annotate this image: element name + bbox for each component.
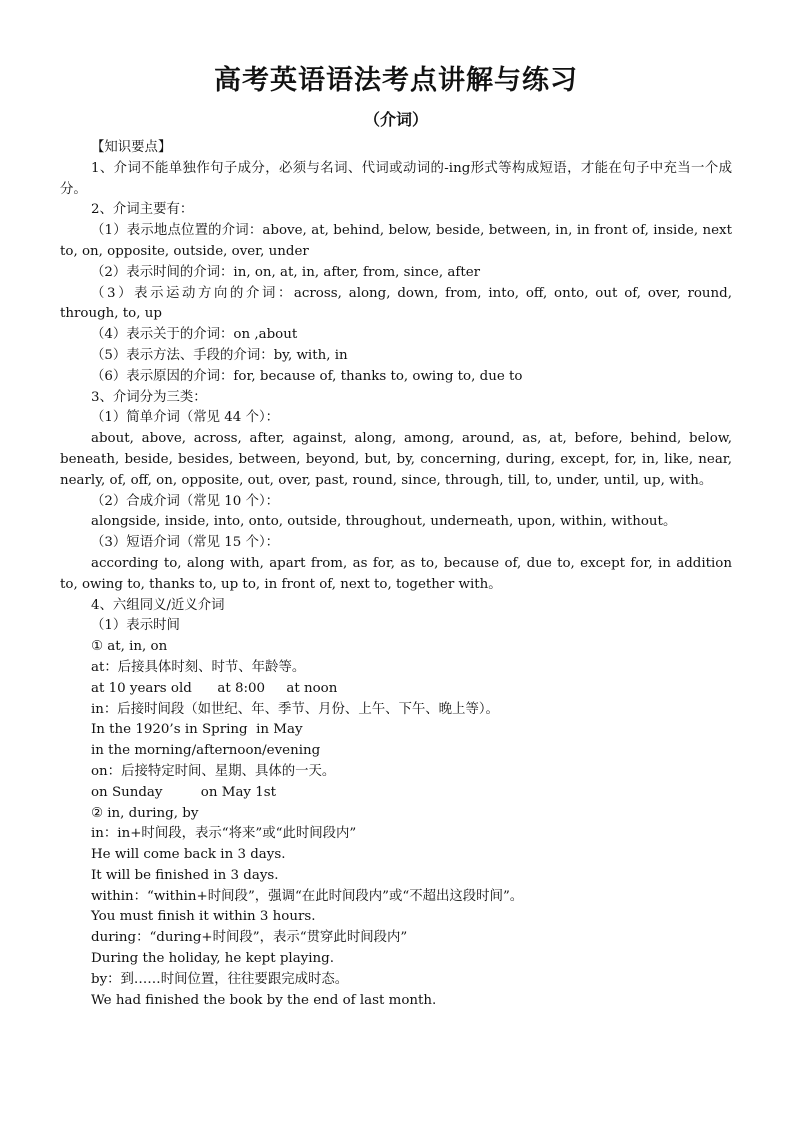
paragraph-2: 2、介词主要有： [91, 202, 194, 218]
example-line: during：“during+时间段”，表示“贯穿此时间段内” [91, 930, 408, 946]
section-heading: 【知识要点】 [91, 140, 172, 155]
paragraph-2-2: （2）表示时间的介词：in, on, at, in, after, from, since, after [91, 264, 481, 280]
paragraph-3-1-body: about, above, across, after, against, along, among, around, as, at, before, behind, below, beneath, beside, besides, between, beyond, but, by, concerning, during, except, for, in, like, near, nearly, of, off, on, opposite, out, over, past, round, since, through, till, to, under, until, up, with。 [60, 431, 732, 488]
example-line: in：后接时间段（如世纪、年、季节、月份、上午、下午、晚上等）。 [91, 701, 499, 717]
example-line: on Sunday on May 1st [91, 784, 277, 800]
example-line: within：“within+时间段”，强调“在此时间段内”或“不超出这段时间”。 [91, 888, 524, 904]
example-line: During the holiday, he kept playing. [91, 951, 334, 967]
example-line: on：后接特定时间、星期、具体的一天。 [91, 763, 336, 779]
example-line: at：后接具体时刻、时节、年龄等。 [91, 659, 306, 675]
paragraph-3: 3、介词分为三类： [91, 389, 207, 405]
paragraph-3-2-body: alongside, inside, into, onto, outside, throughout, underneath, upon, within, without。 [91, 514, 677, 530]
paragraph-3-3-body: according to, along with, apart from, as for, as to, because of, due to, except for, in addition to, owing to, thanks to, up to, in front of, next to, together with。 [60, 555, 732, 592]
paragraph-3-3-heading: （3）短语介词（常见 15 个）： [91, 535, 280, 551]
example-line: You must finish it within 3 hours. [91, 909, 316, 925]
document-body [60, 138, 732, 1011]
paragraph-4: 4、六组同义/近义介词 [91, 597, 225, 613]
paragraph-2-1: （1）表示地点位置的介词：above, at, behind, below, beside, between, in, in front of, inside, next to, on, opposite, outside, over, under [60, 223, 732, 259]
page-title: 高考英语语法考点讲解与练习 [214, 65, 578, 96]
example-line: in the morning/afternoon/evening [91, 743, 321, 759]
paragraph-3-2-heading: （2）合成介词（常见 10 个）： [91, 493, 280, 509]
example-line: ① at, in, on [91, 639, 168, 655]
example-line: We had finished the book by the end of last month. [91, 992, 437, 1008]
example-line: by：到……时间位置，往往要跟完成时态。 [91, 971, 349, 987]
example-line: at 10 years old at 8:00 at noon [91, 680, 338, 696]
paragraph-3-1-heading: （1）简单介词（常见 44 个）： [91, 410, 280, 426]
page-subtitle: （介词） [363, 110, 428, 129]
paragraph-2-6: （6）表示原因的介词：for, because of, thanks to, owing to, due to [91, 368, 523, 384]
paragraph-4-1: （1）表示时间 [91, 618, 180, 634]
paragraph-2-5: （5）表示方法、手段的介词：by, with, in [91, 347, 348, 363]
example-line: in：in+时间段，表示“将来”或“此时间段内” [91, 826, 357, 842]
paragraph-1: 1、介词不能单独作句子成分，必须与名词、代词或动词的-ing形式等构成短语，才能在句子中充当一个成分。 [60, 160, 732, 197]
paragraph-2-3: （3）表示运动方向的介词：across, along, down, from, into, off, onto, out of, over, round, through, to, up [60, 285, 732, 322]
example-line: In the 1920’s in Spring in May [91, 722, 303, 738]
example-line: He will come back in 3 days. [91, 847, 286, 863]
paragraph-2-4: （4）表示关于的介词：on ,about [91, 327, 298, 343]
example-line: ② in, during, by [91, 805, 199, 821]
example-line: It will be finished in 3 days. [91, 867, 279, 883]
